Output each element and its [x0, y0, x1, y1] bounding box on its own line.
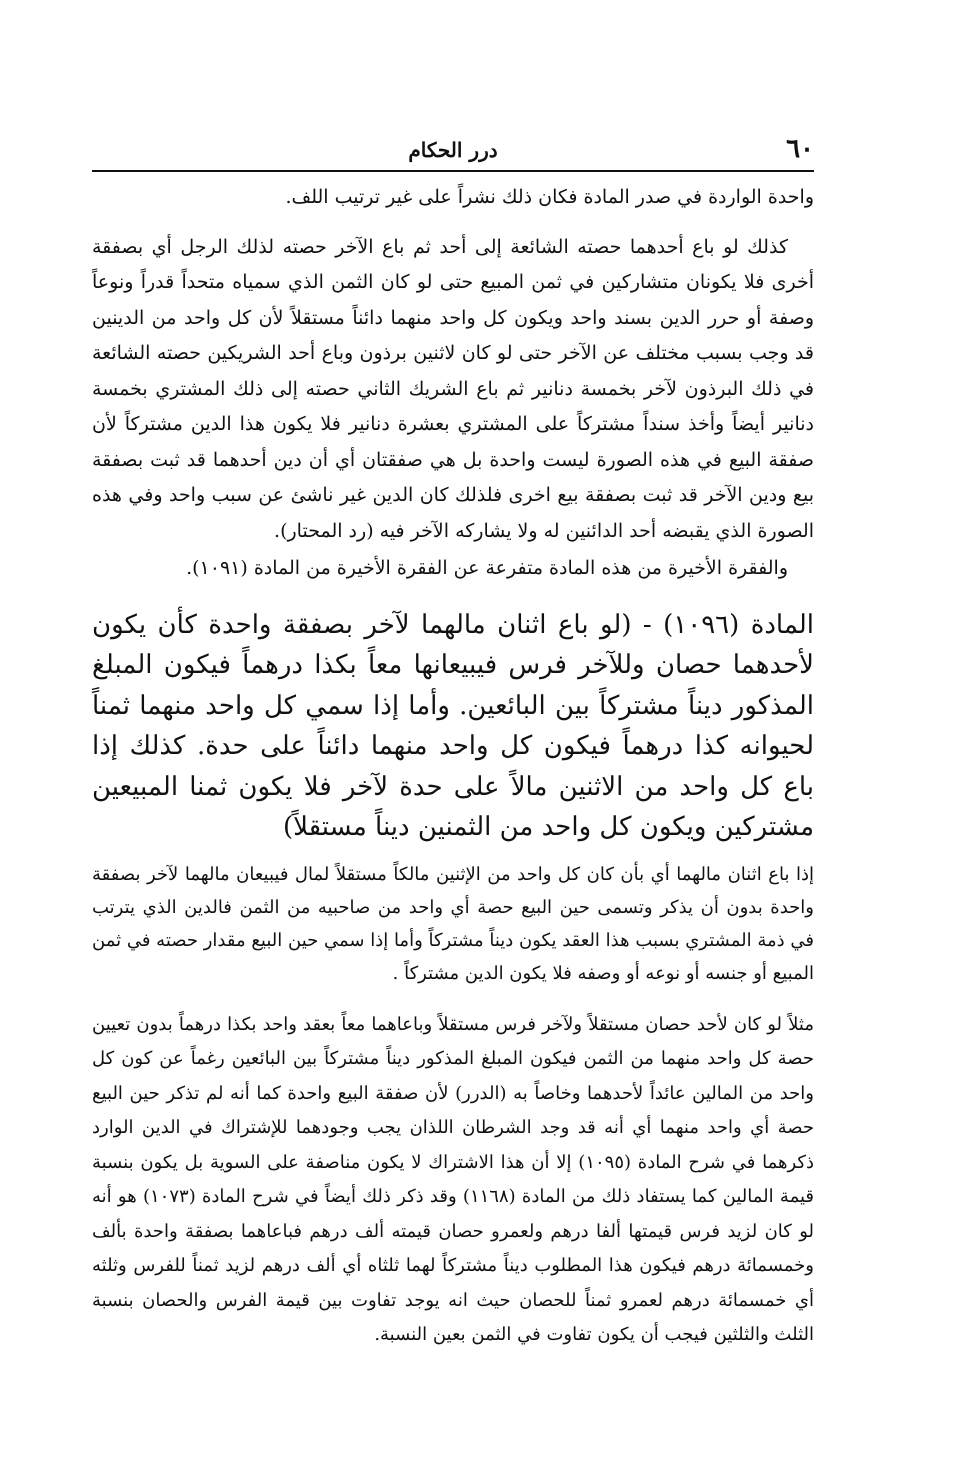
page-number: ٦٠ — [786, 134, 814, 164]
article-1096-text: المادة (١٠٩٦) - (لو باع اثنان مالهما لآخر بصفقة واحدة كأن يكون لأحدهما حصان وللآخر فرس فيبيعانها معاً بكذا درهماً فيكون المبلغ المذكور ديناً مشتركاً بين البائعين. وأما إذا سمي كل واحد منهما ثمناً لحيوانه كذا درهماً فيكون كل واحد منهما دائناً على حدة. كذلك إذا باع كل واحد من الاثنين مالاً على حدة لآخر فلا يكون ثمنا المبيعين مشتركين ويكون كل واحد من الثمنين ديناً مستقلاً) — [92, 609, 814, 842]
paragraph-continuation: واحدة الواردة في صدر المادة فكان ذلك نشراً على غير ترتيب اللف. — [285, 186, 814, 208]
paragraph-note: والفقرة الأخيرة من هذه المادة متفرعة عن الفقرة الأخيرة من المادة (١٠٩١). — [186, 557, 788, 579]
header-rule — [92, 170, 814, 172]
page-body — [92, 180, 814, 1353]
article-example: مثلاً لو كان لأحد حصان مستقلاً ولآخر فرس مستقلاً وباعاهما معاً بعقد واحد بكذا درهماً بدون تعيين حصة كل واحد منهما من الثمن فيكون المبلغ المذكور ديناً مشتركاً بين البائعين رغماً عن كون كل واحد من المالين عائداً لأحدهما وخاصاً به (الدرر) لأن صفقة البيع واحدة كما أنه لم تذكر حين البيع حصة أي واحد منهما أي أنه قد وجد الشرطان اللذان يجب وجودهما للإشتراك في الدين الوارد ذكرهما في شرح المادة (١٠٩٥) إلا أن هذا الاشتراك لا يكون مناصفة على السوية بل يكون بنسبة قيمة المالين كما يستفاد ذلك من المادة (١١٦٨) وقد ذكر ذلك أيضاً في شرح المادة (١٠٧٣) هو أنه لو كان لزيد فرس قيمتها ألفا درهم ولعمرو حصان قيمته ألف درهم فباعاهما بصفقة واحدة بألف وخمسمائة درهم فيكون هذا المطلوب ديناً مشتركاً لهما ثلثاه أي ألف درهم لزيد ثمناً للفرس وثلثه أي خمسمائة درهم لعمرو ثمناً للحصان حيث انه يوجد تفاوت بين قيمة الفرس والحصان بنسبة الثلث والثلثين فيجب أن يكون تفاوت في الثمن بعين النسبة. — [92, 1013, 815, 1345]
article-explanation: إذا باع اثنان مالهما أي بأن كان كل واحد من الإثنين مالكاً مستقلاً لمال فيبيعان مالهما لآخر بصفقة واحدة بدون أن يذكر وتسمى حين البيع حصة أي واحد من صاحبيه من الثمن فالدين الذي يترتب في ذمة المشتري بسبب هذا العقد يكون ديناً مشتركاً وأما إذا سمي حين البيع مقدار حصته في ثمن المبيع أو جنسه أو نوعه أو وصفه فلا يكون الدين مشتركاً . — [92, 863, 814, 984]
running-title: درر الحكام — [408, 138, 498, 162]
page-header — [92, 128, 814, 168]
paragraph-commentary: كذلك لو باع أحدهما حصته الشائعة إلى أحد ثم باع الآخر حصته لذلك الرجل أي بصفقة أخرى فلا يكونان متشاركين في ثمن المبيع حتى لو كان الثمن الذي سمياه متحداً قدراً ونوعاً وصفة أو حرر الدين بسند واحد ويكون كل واحد منهما دائناً مستقلاً لأن كل واحد من الدينين قد وجب بسبب مختلف عن الآخر حتى لو كان لاثنين برذون وباع أحد الشريكين حصته الشائعة في ذلك البرذون لآخر بخمسة دنانير ثم باع الشريك الثاني حصته إلى ذلك المشتري بخمسة دنانير أيضاً وأخذ سنداً مشتركاً على المشتري بعشرة دنانير فلا يكون هذا الدين مشتركاً لأن صفقة البيع في هذه الصورة ليست واحدة بل هي صفقتان أي أن دين أحدهما قد ثبت بصفقة بيع ودين الآخر قد ثبت بصفقة بيع اخرى فلذلك كان الدين غير ناشئ عن سبب واحد وفي هذه الصورة الذي يقبضه أحد الدائنين له ولا يشاركه الآخر فيه (رد المحتار). — [92, 235, 814, 542]
